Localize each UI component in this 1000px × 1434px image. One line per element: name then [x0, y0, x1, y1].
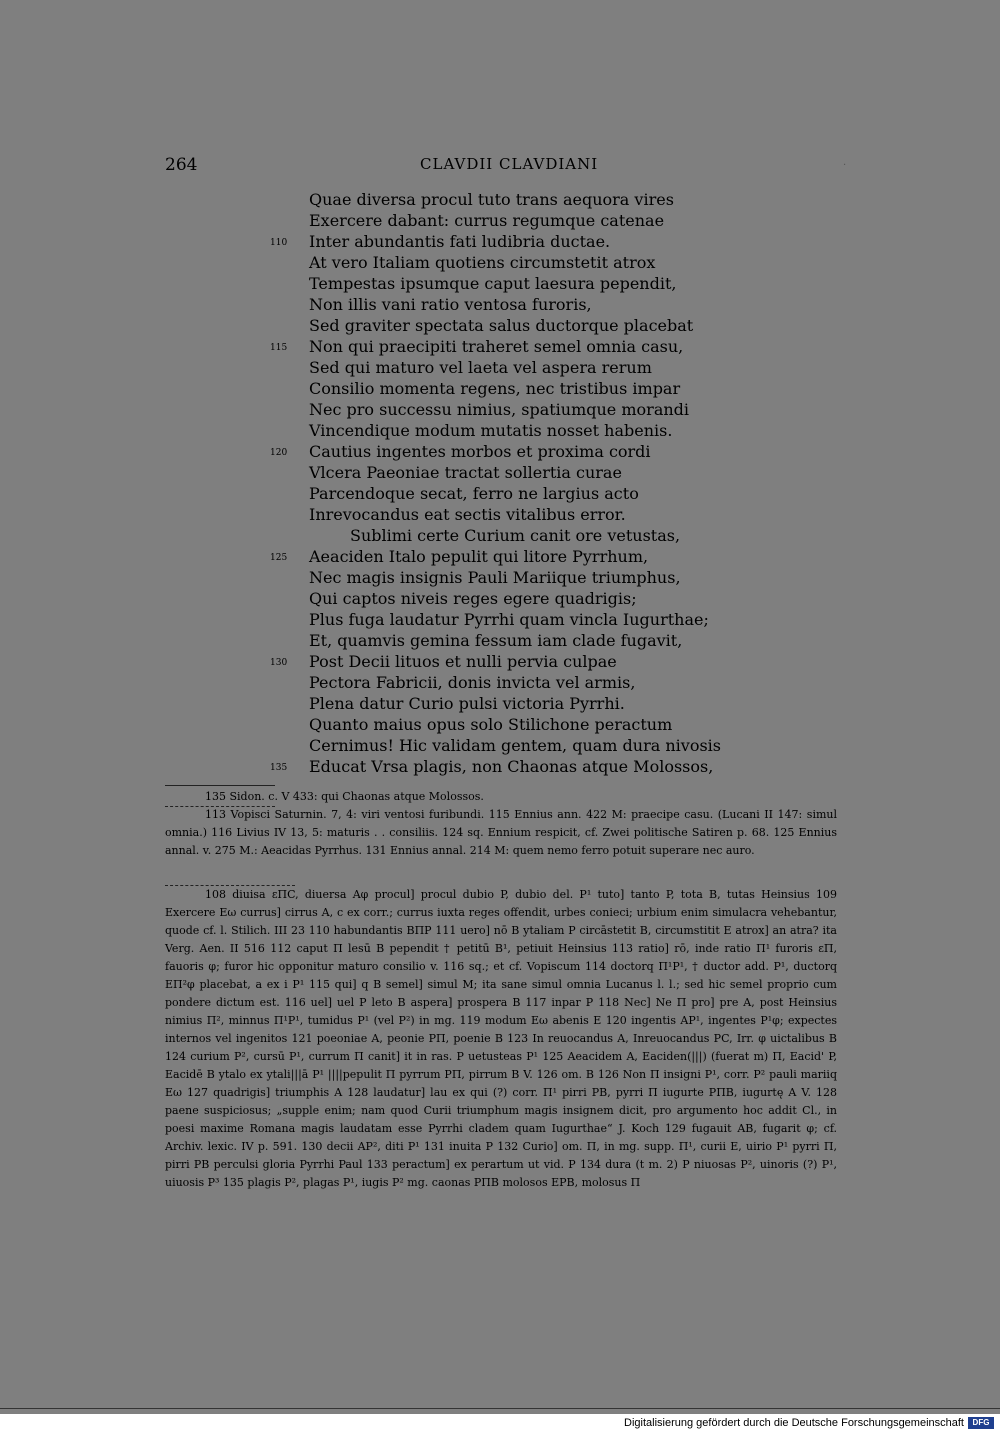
verse-line	[270, 399, 740, 420]
verse-line	[270, 504, 740, 525]
poem-text	[270, 189, 740, 777]
verse-line	[270, 189, 740, 210]
verse-line	[270, 231, 740, 252]
verse-line	[270, 609, 740, 630]
verse-text: Educat Vrsa plagis, non Chaonas atque Molossos,	[309, 757, 714, 776]
verse-text: Sublimi certe Curium canit ore vetustas,	[350, 526, 681, 545]
verse-line	[270, 588, 740, 609]
verse-text: Quanto maius opus solo Stilichone peractum	[309, 715, 673, 734]
verse-text: Inrevocandus eat sectis vitalibus error.	[309, 505, 626, 524]
line-number: 120	[270, 448, 288, 458]
verse-line	[270, 630, 740, 651]
verse-text: Cautius ingentes morbos et proxima cordi	[309, 442, 651, 461]
testimonia-text: 113 Vopisci Saturnin. 7, 4: viri ventosi furibundi. 115 Ennius ann. 422 M: praecipe casu. (Lucani II 147: simul omnia.) 116 Livius IV 13, 5: maturis . . consiliis. 124 sq. Ennium respicit, cf. Zwei politische Satiren p. 68. 125 Ennius annal. v. 275 M.: Aeacidas Pyrrhus. 131 Ennius annal. 214 M: quem nemo ferro potuit superare nec auro.	[165, 808, 837, 857]
verse-text: Vlcera Paeoniae tractat sollertia curae	[309, 463, 622, 482]
line-number: 130	[270, 658, 288, 668]
verse-line	[270, 252, 740, 273]
verse-line	[270, 546, 740, 567]
verse-text: Nec pro successu nimius, spatiumque morandi	[309, 400, 690, 419]
verse-text: Aeaciden Italo pepulit qui litore Pyrrhum,	[309, 547, 649, 566]
verse-line	[270, 525, 740, 546]
verse-line	[270, 420, 740, 441]
scan-mark: ·	[843, 160, 847, 171]
verse-text: Sed qui maturo vel laeta vel aspera rerum	[309, 358, 652, 377]
verse-line	[270, 756, 740, 777]
verse-line	[270, 651, 740, 672]
verse-text: Pectora Fabricii, donis invicta vel armis,	[309, 673, 636, 692]
verse-line	[270, 462, 740, 483]
verse-line	[270, 483, 740, 504]
parallel-passage	[165, 788, 837, 806]
verse-line	[270, 714, 740, 735]
verse-text: Vincendique modum mutatis nosset habenis.	[309, 421, 673, 440]
verse-text: Sed graviter spectata salus ductorque placebat	[309, 316, 694, 335]
verse-text: Tempestas ipsumque caput laesura pependit,	[309, 274, 677, 293]
dfg-logo: DFG	[968, 1417, 994, 1429]
line-number: 125	[270, 553, 288, 563]
page-number: 264	[165, 155, 198, 175]
verse-line	[270, 567, 740, 588]
verse-text: Post Decii lituos et nulli pervia culpae	[309, 652, 617, 671]
critical-text: 108 diuisa εΠC, diuersa Aφ procul] procul dubio P, dubio del. P¹ tuto] tanto P, tota B, tutas Heinsius 109 Exercere Eω currus] cirrus A, c ex corr.; currus iuxta reges offendit, urbes conieci; urbium enim simulacra vehebantur, quode cf. l. Stilich. III 23 110 habundantis BΠP 111 uero] nō B ytaliam P circāstetit B, circumstitit E atrox] an atra? ita Verg. Aen. II 516 112 caput Π lesū B pependit † petitū B¹, petiuit Heinsius 113 ratio] rō, inde ratio Π¹ furoris εΠ, fauoris φ; furor hic opponitur maturo consilio v. 116 sq.; et cf. Vopiscum 114 doctorq Π¹P¹, † ductor add. P¹, ductorq EΠ²φ placebat, a ex i P¹ 115 qui] q B semel] simul M; ita sane simul omnia Lucanus l. l.; sed hic semel proprio cum pondere dictum est. 116 uel] uel P leto B aspera] prospera B 117 inpar P 118 Nec] Ne Π pro] pre A, post Heinsius nimius Π², minnus Π¹P¹, tumidus P¹ (vel P²) in mg. 119 modum Eω abenis E 120 ingentis AP¹, ingentes P¹φ; expectes internos vel ingenitos 121 poeoniae A, peonie PΠ, poenie B 123 In reuocandus A, Inreuocandus PC, Irr. φ uictalibus B 124 curium P², cursū P¹, currum Π canit] it in ras. P uetusteas P¹ 125 Aeacidem A, Eaciden(|||) (fuerat m) Π, Eacid' P, Eacidē B ytalo ex ytali|||ā P¹ ||||pepulit Π pyrrum PΠ, pirrum B V. 126 om. B 126 Non Π insigni P¹, corr. P² pauli mariiq Eω 127 quadrigis] triumphis A 128 laudatur] lau ex qui (?) corr. Π¹ pirri PB, pyrri Π iugurte PΠB, iugurtę A V. 128 paene suspiciosus; „supple enim; nam quod Curii triumphum magis insignem dicit, pro argumento hoc addit Cl., in poesi maxime Romana magis laudatam esse Pyrrhi cladem quam Iugurthae“ J. Koch 129 fugauit AB, fugarit φ; cf. Archiv. lexic. IV p. 591. 130 decii AP², diti P¹ 131 inuita P 132 Curio] om. Π, in mg. supp. Π¹, curii E, uirio P¹ pyrri Π, pirri PB perculsi gloria Pyrrhi Paul 133 peractum] ex perartum ut vid. P 134 dura (t m. 2) P niuosas P², uinoris (?) P¹, uiuosis P³ 135 plagis P², plagas P¹, iugis P² mg. caonas PΠB molosos EPB, molosus Π	[165, 888, 837, 1189]
verse-text: Inter abundantis fati ludibria ductae.	[309, 232, 611, 251]
verse-text: Cernimus! Hic validam gentem, quam dura nivosis	[309, 736, 722, 755]
footnote-rule	[165, 785, 275, 786]
parallel-note: 135 Sidon. c. V 433: qui Chaonas atque Molossos.	[205, 790, 484, 803]
verse-text: At vero Italiam quotiens circumstetit atrox	[309, 253, 656, 272]
verse-text: Qui captos niveis reges egere quadrigis;	[309, 589, 637, 608]
verse-text: Parcendoque secat, ferro ne largius acto	[309, 484, 639, 503]
verse-line	[270, 336, 740, 357]
testimonia-block	[165, 806, 837, 860]
verse-line	[270, 210, 740, 231]
verse-text: Plena datur Curio pulsi victoria Pyrrhi.	[309, 694, 625, 713]
verse-line	[270, 378, 740, 399]
verse-line	[270, 693, 740, 714]
footer-credit: Digitalisierung gefördert durch die Deutsche Forschungsgemeinschaft	[624, 1417, 964, 1429]
line-number: 115	[270, 343, 288, 353]
verse-text: Et, quamvis gemina fessum iam clade fugavit,	[309, 631, 683, 650]
verse-text: Non illis vani ratio ventosa furoris,	[309, 295, 592, 314]
critical-apparatus	[165, 886, 837, 1192]
verse-line	[270, 672, 740, 693]
verse-text: Consilio momenta regens, nec tristibus impar	[309, 379, 681, 398]
line-number: 135	[270, 763, 288, 773]
verse-text: Plus fuga laudatur Pyrrhi quam vincla Iugurthae;	[309, 610, 709, 629]
line-number: 110	[270, 238, 288, 248]
verse-line	[270, 294, 740, 315]
footer-divider	[0, 1408, 1000, 1409]
verse-line	[270, 315, 740, 336]
running-title: CLAVDII CLAVDIANI	[420, 155, 599, 173]
verse-text: Non qui praecipiti traheret semel omnia casu,	[309, 337, 684, 356]
verse-text: Quae diversa procul tuto trans aequora vires	[309, 190, 674, 209]
verse-line	[270, 441, 740, 462]
verse-text: Exercere dabant: currus regumque catenae	[309, 211, 665, 230]
verse-line	[270, 273, 740, 294]
footer-bar	[0, 1414, 1000, 1434]
verse-line	[270, 735, 740, 756]
verse-text: Nec magis insignis Pauli Mariique triumphus,	[309, 568, 681, 587]
verse-line	[270, 357, 740, 378]
